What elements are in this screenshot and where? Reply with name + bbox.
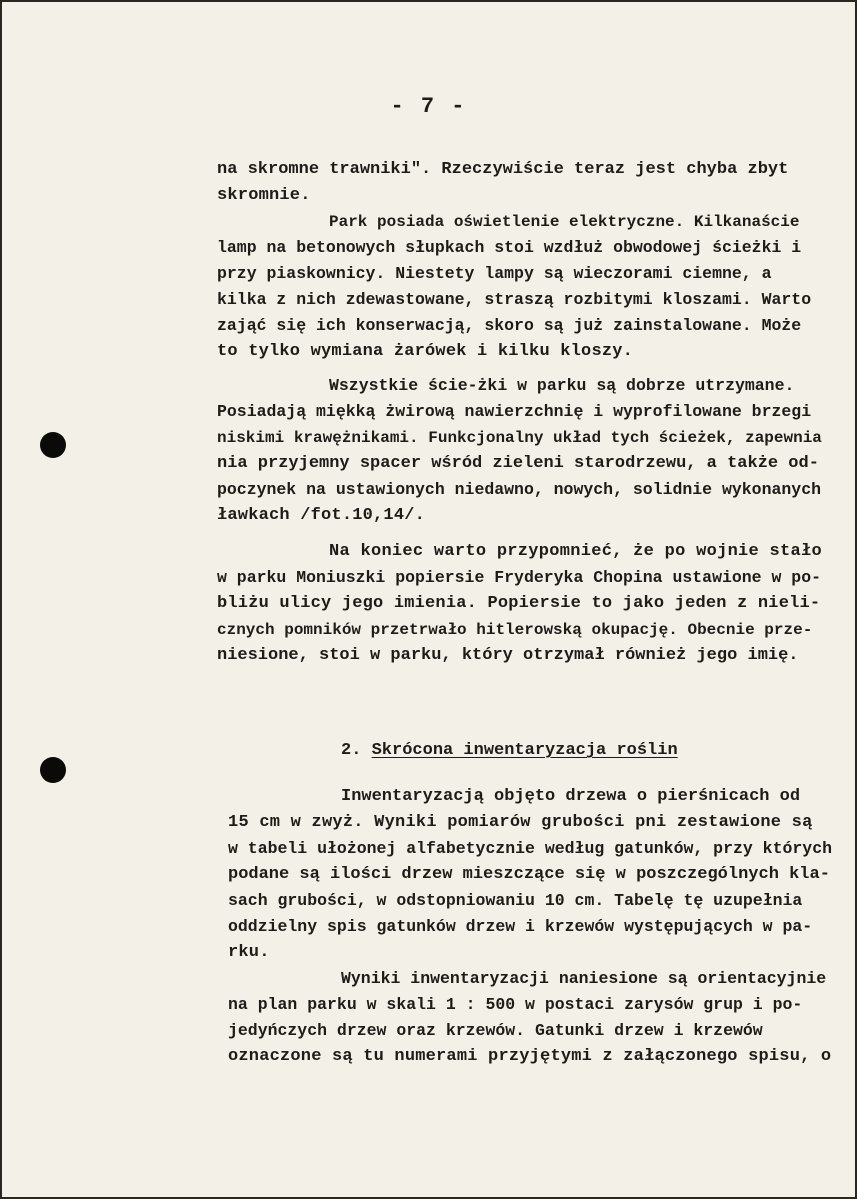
text-line: w tabeli ułożonej alfabetycznie według gatunków, przy których [228,839,832,858]
text-line: podane są ilości drzew mieszczące się w poszczególnych kla- [228,865,830,884]
punch-hole-top [40,432,66,458]
section-number: 2. [341,741,362,760]
text-line: Posiadają miękką żwirową nawierzchnię i wyprofilowane brzegi [217,402,812,421]
punch-hole-bottom [40,757,66,783]
page-number: - 7 - [390,94,467,119]
text-line: poczynek na ustawionych niedawno, nowych, solidnie wykonanych [217,480,821,499]
text-line: rku. [228,943,270,962]
text-line: sach grubości, w odstopniowaniu 10 cm. Tabelę tę uzupełnia [228,891,803,910]
text-line: 15 cm w zwyż. Wyniki pomiarów grubości pni zestawione są [228,813,813,832]
text-line: na plan parku w skali 1 : 500 w postaci zarysów grup i po- [228,995,803,1014]
section-title: Skrócona inwentaryzacja roślin [371,741,678,760]
text-line: oddzielny spis gatunków drzew i krzewów występujących w pa- [228,917,813,936]
text-line: przy piaskownicy. Niestety lampy są wieczorami ciemne, a [217,264,772,283]
text-line: niskimi krawężnikami. Funkcjonalny układ tych ścieżek, zapewnia [217,429,822,447]
section-heading [341,741,678,760]
text-line: lamp na betonowych słupkach stoi wzdłuż obwodowej ścieżki i [217,238,802,257]
text-line: w parku Moniuszki popiersie Fryderyka Chopina ustawione w po- [217,568,821,587]
text-line: Inwentaryzacją objęto drzewa o pierśnicach od [341,787,801,806]
text-line: Wszystkie ście-żki w parku są dobrze utrzymane. [329,376,795,395]
text-line: na skromne trawniki". Rzeczywiście teraz jest chyba zbyt [217,160,789,179]
text-line: Na koniec warto przypomnieć, że po wojnie stało [329,542,822,561]
text-line: niesione, stoi w parku, który otrzymał również jego imię. [217,646,799,665]
text-line: nia przyjemny spacer wśród zieleni starodrzewu, a także od- [217,454,819,473]
text-line: oznaczone są tu numerami przyjętymi z załączonego spisu, o [228,1047,832,1066]
text-line: jedyńczych drzew oraz krzewów. Gatunki drzew i krzewów [228,1021,763,1040]
text-line: to tylko wymiana żarówek i kilku kloszy. [217,342,634,361]
text-line: Park posiada oświetlenie elektryczne. Kilkanaście [329,213,800,231]
text-line: Wyniki inwentaryzacji naniesione są orientacyjnie [341,969,827,988]
text-line: skromnie. [217,186,311,205]
text-line: zająć się ich konserwacją, skoro są już zainstalowane. Może [217,316,802,335]
text-line: kilka z nich zdewastowane, straszą rozbitymi kloszami. Warto [217,290,812,309]
text-line: bliżu ulicy jego imienia. Popiersie to jako jeden z nieli- [217,594,821,613]
text-line: cznych pomników przetrwało hitlerowską okupację. Obecnie prze- [217,621,813,639]
text-line: ławkach /fot.10,14/. [217,506,426,525]
